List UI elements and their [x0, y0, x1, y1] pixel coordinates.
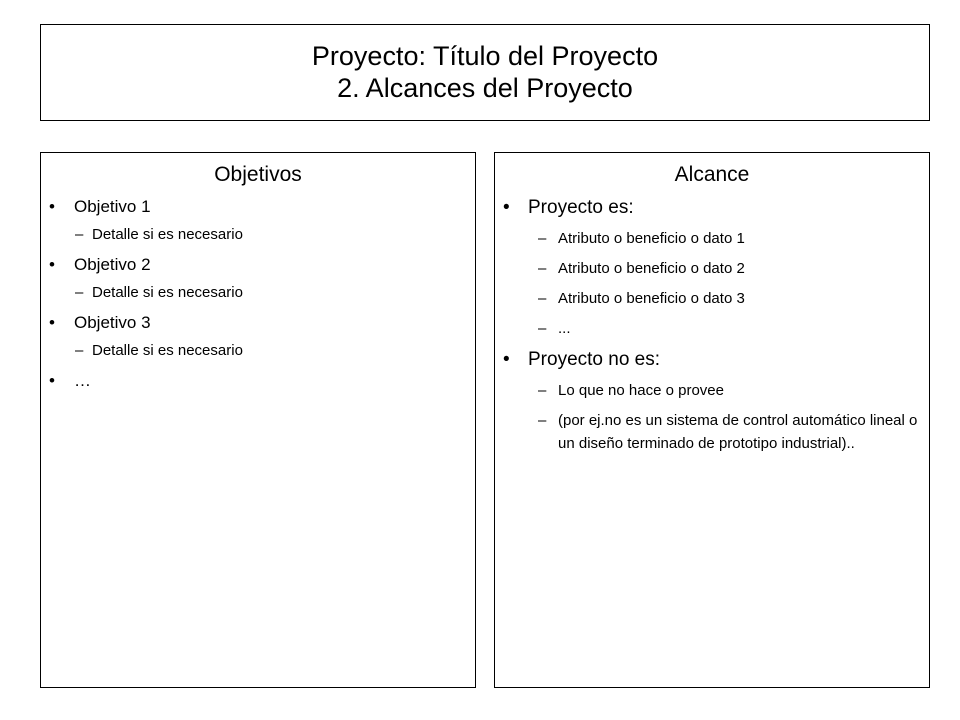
- dash-icon: –: [538, 290, 547, 307]
- scope-item: [495, 347, 929, 455]
- objective-detail: [41, 224, 475, 246]
- bullet-icon: •: [49, 255, 55, 274]
- dash-icon: –: [538, 230, 547, 247]
- scope-label: Proyecto no es:: [528, 349, 661, 370]
- scope-title: Alcance: [674, 163, 750, 186]
- objectives-title: Objetivos: [214, 163, 302, 186]
- scope-item: [495, 195, 929, 340]
- scope-detail-text: Atributo o beneficio o dato 2: [558, 260, 745, 277]
- objective-detail: [41, 282, 475, 304]
- dash-icon: –: [75, 342, 84, 359]
- objectives-list: [41, 195, 475, 393]
- scope-detail-text: Atributo o beneficio o dato 3: [558, 290, 745, 307]
- objective-detail-text: Detalle si es necesario: [92, 342, 243, 359]
- scope-label: Proyecto es:: [528, 197, 634, 218]
- objective-label: Objetivo 3: [74, 313, 151, 332]
- objective-detail-text: Detalle si es necesario: [92, 284, 243, 301]
- objective-item: [41, 253, 475, 304]
- bullet-icon: •: [503, 349, 510, 370]
- dash-icon: –: [75, 226, 84, 243]
- scope-detail: [495, 257, 929, 280]
- scope-detail: [495, 379, 929, 402]
- objective-item: [41, 369, 475, 393]
- objective-label: …: [74, 371, 91, 390]
- objective-label: Objetivo 2: [74, 255, 151, 274]
- scope-detail-text: (por ej.no es un sistema de control automático lineal o un diseño terminado de prototipo industrial)..: [558, 412, 918, 452]
- dash-icon: –: [75, 284, 84, 301]
- scope-detail-text: ...: [558, 320, 571, 337]
- dash-icon: –: [538, 320, 547, 337]
- objective-item: [41, 311, 475, 362]
- scope-detail-text: Atributo o beneficio o dato 1: [558, 230, 745, 247]
- bullet-icon: •: [503, 197, 510, 218]
- bullet-icon: •: [49, 371, 55, 390]
- bullet-icon: •: [49, 197, 55, 216]
- scope-detail: [495, 287, 929, 310]
- objectives-panel: [40, 152, 476, 688]
- scope-detail: [495, 317, 929, 340]
- objective-detail-text: Detalle si es necesario: [92, 226, 243, 243]
- objective-detail: [41, 340, 475, 362]
- scope-detail: [495, 227, 929, 250]
- slide-subtitle: 2. Alcances del Proyecto: [337, 73, 633, 103]
- scope-detail-text: Lo que no hace o provee: [558, 382, 724, 399]
- bullet-icon: •: [49, 313, 55, 332]
- objective-item: [41, 195, 475, 246]
- slide-title: Proyecto: Título del Proyecto: [311, 41, 659, 71]
- title-box: [40, 24, 930, 121]
- dash-icon: –: [538, 382, 547, 399]
- scope-panel: [494, 152, 930, 688]
- dash-icon: –: [538, 260, 547, 277]
- objective-label: Objetivo 1: [74, 197, 151, 216]
- scope-list: [495, 195, 929, 455]
- scope-detail: [495, 409, 929, 455]
- dash-icon: –: [538, 412, 547, 429]
